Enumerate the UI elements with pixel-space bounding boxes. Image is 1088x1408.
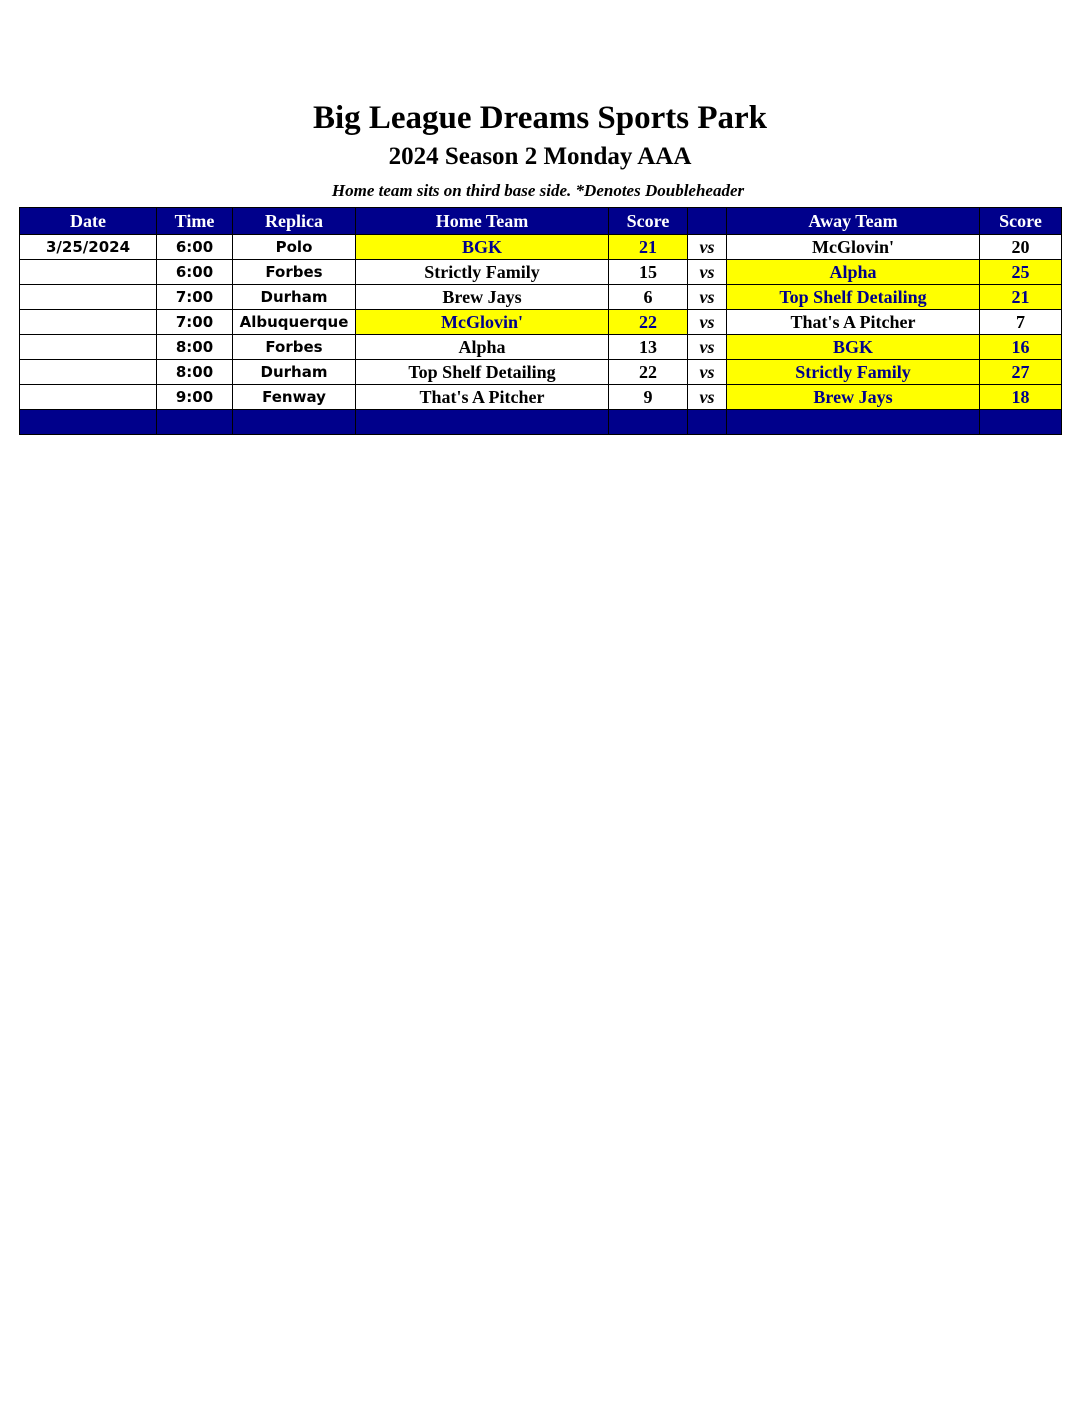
footer-cell bbox=[980, 410, 1062, 435]
time-cell: 7:00 bbox=[157, 310, 233, 335]
table-footer-row bbox=[20, 410, 1062, 435]
away-team-cell: Strictly Family bbox=[727, 360, 980, 385]
away-team-cell: McGlovin' bbox=[727, 235, 980, 260]
replica-cell: Forbes bbox=[233, 335, 356, 360]
table-row bbox=[20, 260, 1062, 285]
away-team-cell: Brew Jays bbox=[727, 385, 980, 410]
replica-cell: Fenway bbox=[233, 385, 356, 410]
replica-cell: Durham bbox=[233, 285, 356, 310]
away-score-cell: 27 bbox=[980, 360, 1062, 385]
column-header-vs bbox=[688, 208, 727, 235]
time-cell: 7:00 bbox=[157, 285, 233, 310]
time-cell: 8:00 bbox=[157, 360, 233, 385]
home-score-cell: 21 bbox=[609, 235, 688, 260]
column-header-time: Time bbox=[157, 208, 233, 235]
home-team-cell: Top Shelf Detailing bbox=[356, 360, 609, 385]
vs-cell: vs bbox=[688, 235, 727, 260]
away-team-cell: Top Shelf Detailing bbox=[727, 285, 980, 310]
home-team-cell: Alpha bbox=[356, 335, 609, 360]
vs-cell: vs bbox=[688, 335, 727, 360]
table-row bbox=[20, 235, 1062, 260]
table-row bbox=[20, 285, 1062, 310]
replica-cell: Durham bbox=[233, 360, 356, 385]
column-header-replica: Replica bbox=[233, 208, 356, 235]
home-team-cell: Brew Jays bbox=[356, 285, 609, 310]
home-score-cell: 6 bbox=[609, 285, 688, 310]
page-title: Big League Dreams Sports Park bbox=[312, 100, 768, 136]
home-team-cell: McGlovin' bbox=[356, 310, 609, 335]
date-cell bbox=[20, 360, 157, 385]
footer-cell bbox=[356, 410, 609, 435]
page-subtitle: 2024 Season 2 Monday AAA bbox=[388, 143, 692, 170]
footer-cell bbox=[609, 410, 688, 435]
column-header-away-score: Score bbox=[980, 208, 1062, 235]
away-score-cell: 18 bbox=[980, 385, 1062, 410]
footer-cell bbox=[157, 410, 233, 435]
footer-cell bbox=[727, 410, 980, 435]
column-header-date: Date bbox=[20, 208, 157, 235]
away-team-cell: BGK bbox=[727, 335, 980, 360]
footer-cell bbox=[688, 410, 727, 435]
table-header-row bbox=[20, 208, 1062, 235]
date-cell bbox=[20, 385, 157, 410]
home-team-cell: Strictly Family bbox=[356, 260, 609, 285]
vs-cell: vs bbox=[688, 385, 727, 410]
date-cell bbox=[20, 310, 157, 335]
away-score-cell: 21 bbox=[980, 285, 1062, 310]
vs-cell: vs bbox=[688, 285, 727, 310]
date-cell bbox=[20, 335, 157, 360]
vs-cell: vs bbox=[688, 310, 727, 335]
column-header-home-score: Score bbox=[609, 208, 688, 235]
away-score-cell: 20 bbox=[980, 235, 1062, 260]
away-score-cell: 7 bbox=[980, 310, 1062, 335]
vs-cell: vs bbox=[688, 260, 727, 285]
replica-cell: Forbes bbox=[233, 260, 356, 285]
time-cell: 6:00 bbox=[157, 260, 233, 285]
table-row bbox=[20, 360, 1062, 385]
time-cell: 8:00 bbox=[157, 335, 233, 360]
home-team-cell: That's A Pitcher bbox=[356, 385, 609, 410]
table-row bbox=[20, 385, 1062, 410]
home-score-cell: 9 bbox=[609, 385, 688, 410]
table-row bbox=[20, 335, 1062, 360]
home-score-cell: 15 bbox=[609, 260, 688, 285]
replica-cell: Polo bbox=[233, 235, 356, 260]
column-header-home-team: Home Team bbox=[356, 208, 609, 235]
footer-cell bbox=[20, 410, 157, 435]
column-header-away-team: Away Team bbox=[727, 208, 980, 235]
vs-cell: vs bbox=[688, 360, 727, 385]
away-score-cell: 25 bbox=[980, 260, 1062, 285]
footer-cell bbox=[233, 410, 356, 435]
schedule-note: Home team sits on third base side. *Denotes Doubleheader bbox=[331, 181, 745, 200]
table-row bbox=[20, 310, 1062, 335]
date-cell: 3/25/2024 bbox=[20, 235, 157, 260]
time-cell: 6:00 bbox=[157, 235, 233, 260]
date-cell bbox=[20, 260, 157, 285]
time-cell: 9:00 bbox=[157, 385, 233, 410]
schedule-table bbox=[19, 207, 1062, 435]
home-score-cell: 22 bbox=[609, 360, 688, 385]
home-score-cell: 22 bbox=[609, 310, 688, 335]
replica-cell: Albuquerque bbox=[233, 310, 356, 335]
home-team-cell: BGK bbox=[356, 235, 609, 260]
away-score-cell: 16 bbox=[980, 335, 1062, 360]
away-team-cell: Alpha bbox=[727, 260, 980, 285]
home-score-cell: 13 bbox=[609, 335, 688, 360]
date-cell bbox=[20, 285, 157, 310]
away-team-cell: That's A Pitcher bbox=[727, 310, 980, 335]
